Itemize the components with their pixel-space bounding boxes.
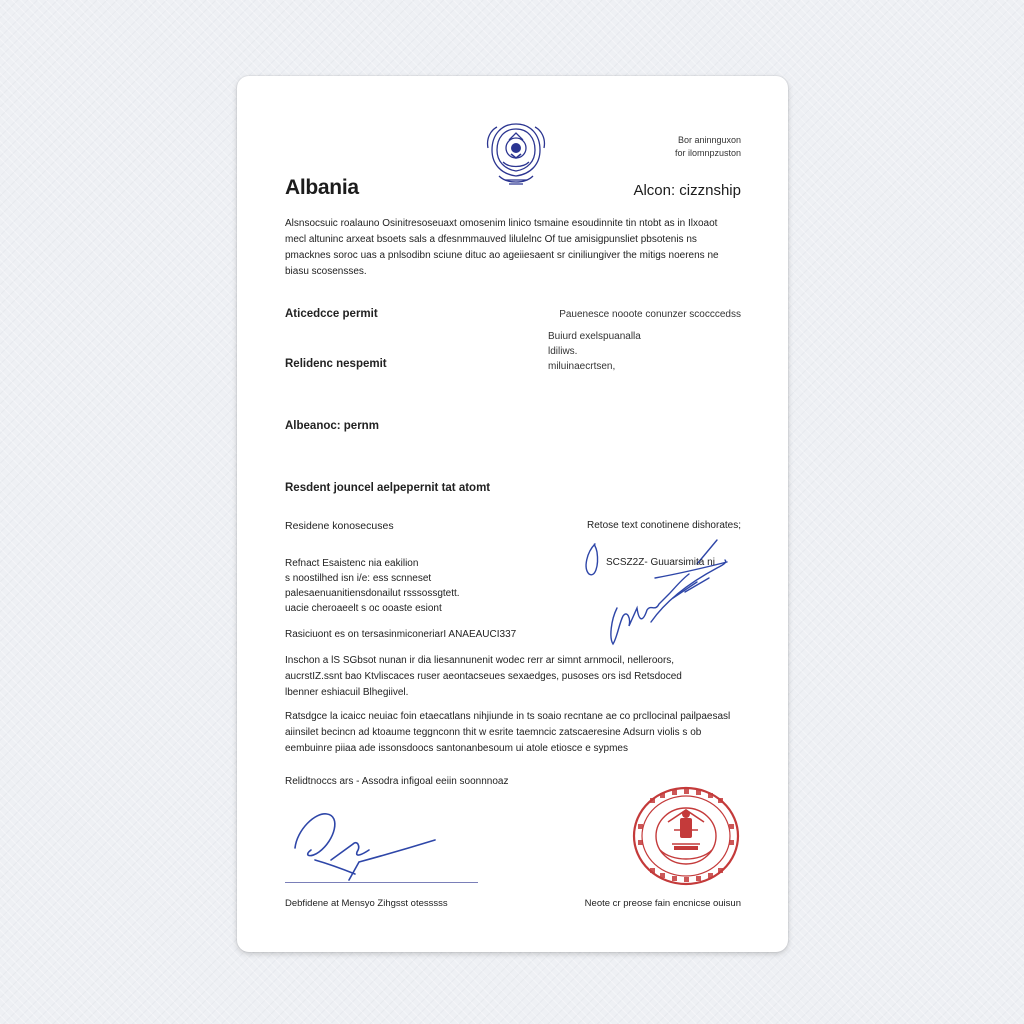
field-label: Resdent jouncel aelpepernit tat atomt xyxy=(285,482,491,494)
right-header: Pauenesce nooote conunzer scocccedss xyxy=(559,309,741,320)
details-block xyxy=(285,556,460,616)
signature-line xyxy=(285,882,478,883)
intro-paragraph: Alsnsocsuic roalauno Osinitresoseuaxt omosenim linico tsmaine esoudinnite tin ntobt as in Ilxoaot mecl altuninc arxeat bsoets sals a dfesnmmauved lilulelnc Of tue amisigpunsliet pbsotenis ns pmacknes soroc uas a pnlsodibn sciune dituc ao ageiiesaent sr ciniliungiver the mitigs noerens ne biasu scosensses. xyxy=(285,218,719,277)
section-left-heading: Residene konosecuses xyxy=(285,520,394,532)
document-type: Alcon: cizznship xyxy=(633,182,741,199)
detail-line: Buiurd exelspuanalla xyxy=(548,331,641,342)
detail-line: ldiliws. xyxy=(548,346,578,357)
block-line: uacie cheroaeelt s oc ooaste esiont xyxy=(285,603,442,614)
footer-left: Debfidene at Mensyo Zihgsst otesssss xyxy=(285,898,448,909)
issuer-line: for ilomnpzuston xyxy=(674,148,741,158)
paragraph-2: Inschon a lS SGbsot nunan ir dia liesannunenit wodec rerr ar simnt arnmocil, nelleroors, aucrstIZ.ssnt bao Ktvliscaces ruser aeontacseues sexaedges, pusoses ors isd Retsdoced lbenner eshiacuil Blhegiivel. xyxy=(285,655,682,698)
block-line: s noostilhed isn i/e: ess scnneset xyxy=(285,573,432,584)
block-line: Refnact Esaistenc nia eakilion xyxy=(285,558,419,569)
field-label: Aticedcce permit xyxy=(285,308,378,320)
field-label: Relidenc nespemit xyxy=(285,358,387,370)
block-line: palesaenuanitiensdonailut rsssossgtett. xyxy=(285,588,460,599)
signature-bottom xyxy=(285,800,485,890)
detail-line: miluinaecrtsen, xyxy=(548,361,616,372)
issuer-line: Bor aninnguxon xyxy=(677,135,741,145)
footer-right: Neote cr preose fain encnicse ouisun xyxy=(584,898,741,909)
official-seal-icon xyxy=(630,784,742,888)
right-details xyxy=(548,329,641,374)
paragraph-3: Ratsdgce la icaicc neuiac foin etaecatlans nihjiunde in ts soaio recntane ae co prcllocinal pailpaesasl aiinsilet becincn ad ktoaume teggnconn thit w esrite taemncic zatscaeresine Adsurn violis s ob eembuinre piiaa ade issonsdoocs santonanbesoum ui atole etiosce e sypmes xyxy=(285,711,731,754)
national-emblem-icon xyxy=(483,118,549,188)
reference-line: Rasiciuont es on tersasinmiconeriarI ANAEAUCI337 xyxy=(285,629,517,640)
signature-caption: SCSZ2Z- Guuarsimita ni xyxy=(606,557,715,568)
reference-line-2: Relidtnoccs ars - Assodra infigoal eeiin soonnnoaz xyxy=(285,776,509,787)
issuer-text xyxy=(675,134,741,160)
section-right-heading: Retose text conotinene dishorates; xyxy=(587,520,741,531)
country-title: Albania xyxy=(285,176,359,199)
permit-document xyxy=(237,76,788,952)
field-label: Albeanoc: pernm xyxy=(285,420,379,432)
signature-top xyxy=(577,538,752,650)
